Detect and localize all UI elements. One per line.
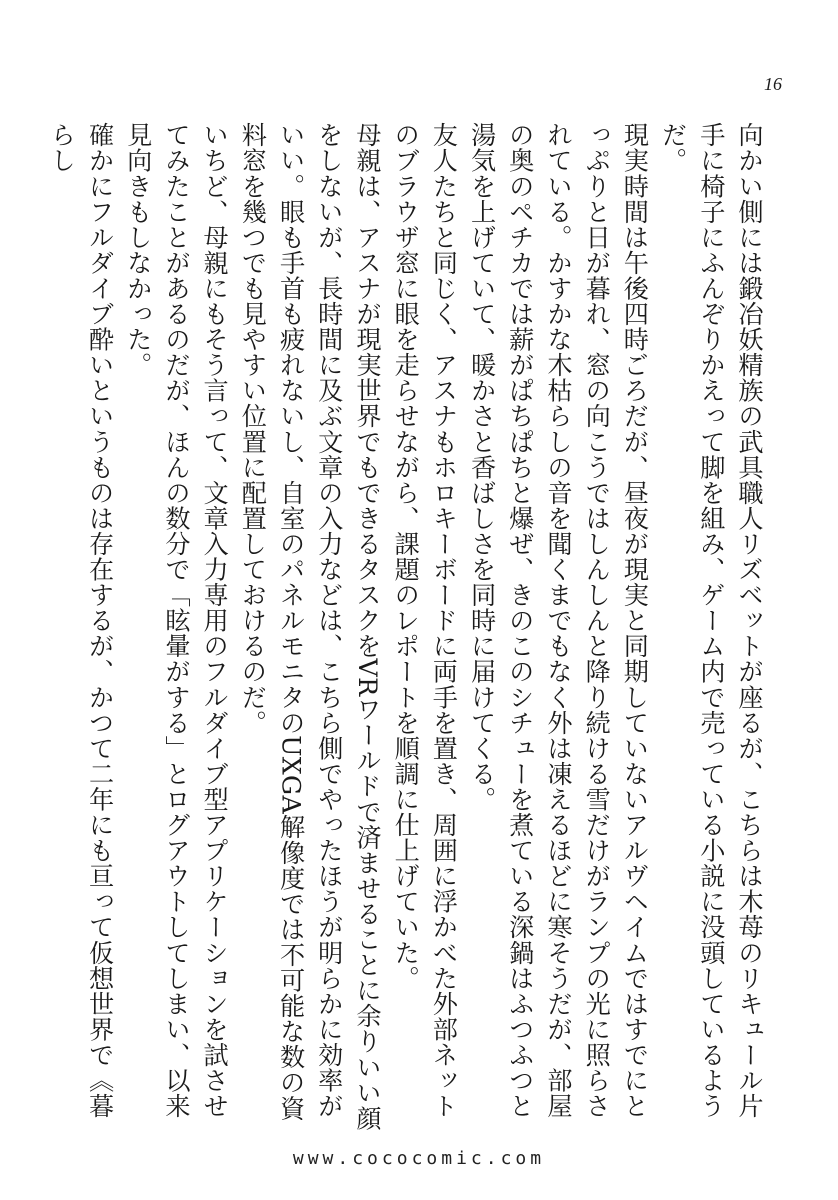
page-number: 16	[764, 74, 782, 94]
paragraph-4: 母親は、アスナが現実世界でもできるタスクをVRワールドで済ませることに余りいい顔をしないが、長時間に及ぶ文章の入力などは、こちら側でやったほうが明らかに効率がいい。眼も手首も疲れないし、自室のパネルモニタのUXGA解像度では不可能な数の資料窓を幾つでも見やすい位置に配置しておけるのだ。	[238, 122, 382, 1131]
site-watermark: www.cococomic.com	[292, 1148, 546, 1169]
paragraph-1: 向かい側には鍛冶妖精族の武具職人リズベットが座るが、こちらは木苺のリキュール片手に椅子にふんぞりかえって脚を組み、ゲーム内で売っている小説に没頭しているようだ。	[658, 122, 764, 1119]
paragraph-6: 確かにフルダイブ酔いというものは存在するが、かつて二年にも亘って仮想世界で《暮らし	[47, 122, 115, 1119]
paragraph-3: 友人たちと同じく、アスナもホロキーボードに両手を置き、周囲に浮かべた外部ネットのブラウザ窓に眼を走らせながら、課題のレポートを順調に仕上げていた。	[391, 122, 459, 1119]
paragraph-2: 現実時間は午後四時ごろだが、昼夜が現実と同期していないアルヴヘイムではすでにとっぷりと日が暮れ、窓の向こうではしんしんと降り続ける雪だけがランプの光に照らされている。かすかな木枯らしの音を聞くまでもなく外は凍えるほどに寒そうだが、部屋の奥のペチカでは薪がぱちぱちと爆ぜ、きのこのシチューを煮ている深鍋はふつふつと湯気を上げていて、暖かさと香ばしさを同時に届けてくる。	[467, 122, 650, 1119]
novel-text-body	[47, 122, 768, 1132]
paragraph-5: いちど、母親にもそう言って、文章入力専用のフルダイブ型アプリケーションを試させてみたことがあるのだが、ほんの数分で「眩暈がする」とログアウトしてしまい、以来見向きもしなかった。	[123, 122, 230, 1119]
